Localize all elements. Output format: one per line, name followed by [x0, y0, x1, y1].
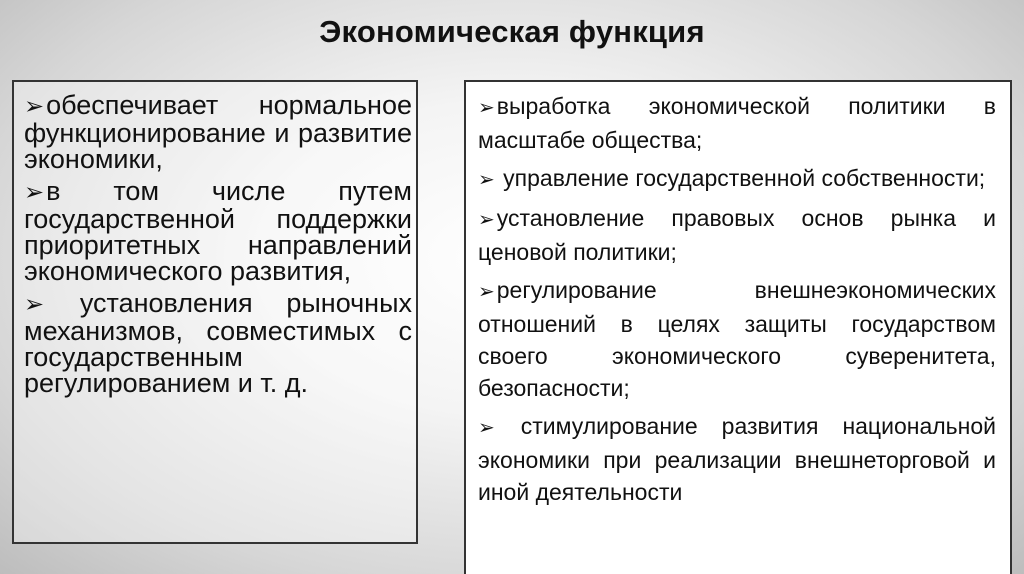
list-item: [478, 410, 996, 508]
list-item-text: регулирование внешнеэкономических отношений в целях защиты государством своего экономического суверенитета, безопасности;: [478, 277, 996, 401]
list-item-text: выработка экономической политики в масштабе общества;: [478, 93, 996, 153]
list-item: [478, 202, 996, 268]
list-item-text: в том числе путем государственной поддержки приоритетных направлений экономического развития,: [24, 176, 412, 286]
list-item: [478, 90, 996, 156]
list-item-text: установление правовых основ рынка и ценовой политики;: [478, 205, 996, 265]
list-item: [478, 274, 996, 404]
arrow-bullet-icon: ➢: [478, 281, 495, 303]
arrow-bullet-icon: ➢: [24, 179, 45, 206]
slide-title: Экономическая функция: [319, 14, 705, 49]
left-panel: [12, 80, 418, 544]
arrow-bullet-icon: ➢: [478, 417, 495, 439]
list-item-text: управление государственной собственности;: [496, 165, 986, 191]
list-item-text: установления рыночных механизмов, совместимых с государственным регулированием и т. д.: [24, 288, 412, 398]
arrow-bullet-icon: ➢: [478, 169, 495, 191]
list-item: [24, 178, 412, 284]
arrow-bullet-icon: ➢: [24, 291, 45, 318]
arrow-bullet-icon: ➢: [24, 93, 45, 120]
list-item-text: стимулирование развития национальной экономики при реализации внешнеторговой и иной деятельности: [478, 413, 996, 505]
list-item-text: обеспечивает нормальное функционирование и развитие экономики,: [24, 90, 412, 174]
arrow-bullet-icon: ➢: [478, 209, 495, 231]
arrow-bullet-icon: ➢: [478, 97, 495, 119]
list-item: [478, 162, 996, 196]
right-panel: [464, 80, 1012, 574]
list-item: [24, 92, 412, 172]
list-item: [24, 290, 412, 396]
